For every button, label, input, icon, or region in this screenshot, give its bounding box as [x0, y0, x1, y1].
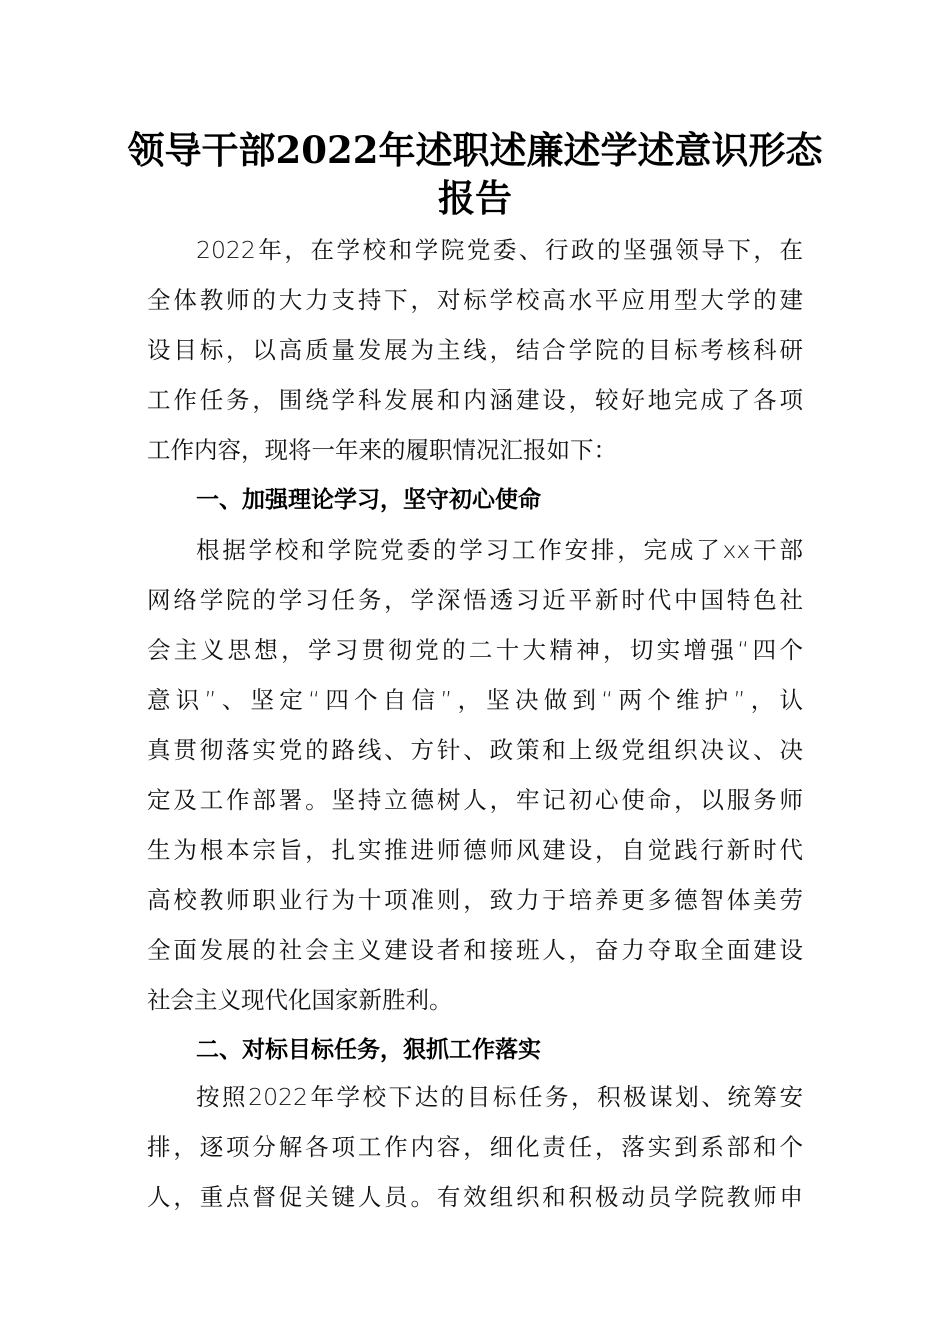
intro-line: 2022年，在学校和学院党委、行政的坚强领导下，在: [196, 236, 803, 264]
section-1-line: 定及工作部署。坚持立德树人，牢记初心使命，以服务师: [147, 786, 803, 814]
intro-line: 全体教师的大力支持下，对标学校高水平应用型大学的建: [147, 286, 803, 314]
intro-line: 工作内容，现将一年来的履职情况汇报如下：: [147, 436, 617, 464]
section-2-line: 人，重点督促关键人员。有效组织和积极动员学院教师申: [147, 1183, 803, 1211]
section-1-line: 生为根本宗旨，扎实推进师德师风建设，自觉践行新时代: [147, 836, 803, 864]
document-title-line-1: 领导干部2022年述职述廉述学述意识形态: [127, 128, 823, 172]
section-1-line: 根据学校和学院党委的学习工作安排，完成了xx干部: [196, 536, 803, 564]
section-1-line: 意识”、坚定“四个自信”，坚决做到“两个维护”，认: [147, 686, 803, 714]
section-1-line: 会主义思想，学习贯彻党的二十大精神，切实增强“四个: [147, 636, 803, 664]
section-1-line: 高校教师职业行为十项准则，致力于培养更多德智体美劳: [147, 886, 803, 914]
section-1-line: 社会主义现代化国家新胜利。: [147, 986, 453, 1014]
section-2-heading: 二、对标目标任务，狠抓工作落实: [196, 1037, 541, 1063]
intro-line: 设目标，以高质量发展为主线，结合学院的目标考核科研: [147, 336, 803, 364]
section-2-line: 按照2022年学校下达的目标任务，积极谋划、统筹安: [196, 1083, 803, 1111]
document-title-line-2: 报告: [438, 176, 512, 220]
intro-line: 工作任务，围绕学科发展和内涵建设，较好地完成了各项: [147, 386, 803, 414]
section-1-line: 真贯彻落实党的路线、方针、政策和上级党组织决议、决: [147, 736, 803, 764]
section-1-line: 网络学院的学习任务，学深悟透习近平新时代中国特色社: [147, 586, 803, 614]
section-2-line: 排，逐项分解各项工作内容，细化责任，落实到系部和个: [147, 1133, 803, 1161]
section-1-heading: 一、加强理论学习，坚守初心使命: [196, 487, 541, 513]
section-1-line: 全面发展的社会主义建设者和接班人，奋力夺取全面建设: [147, 936, 803, 964]
